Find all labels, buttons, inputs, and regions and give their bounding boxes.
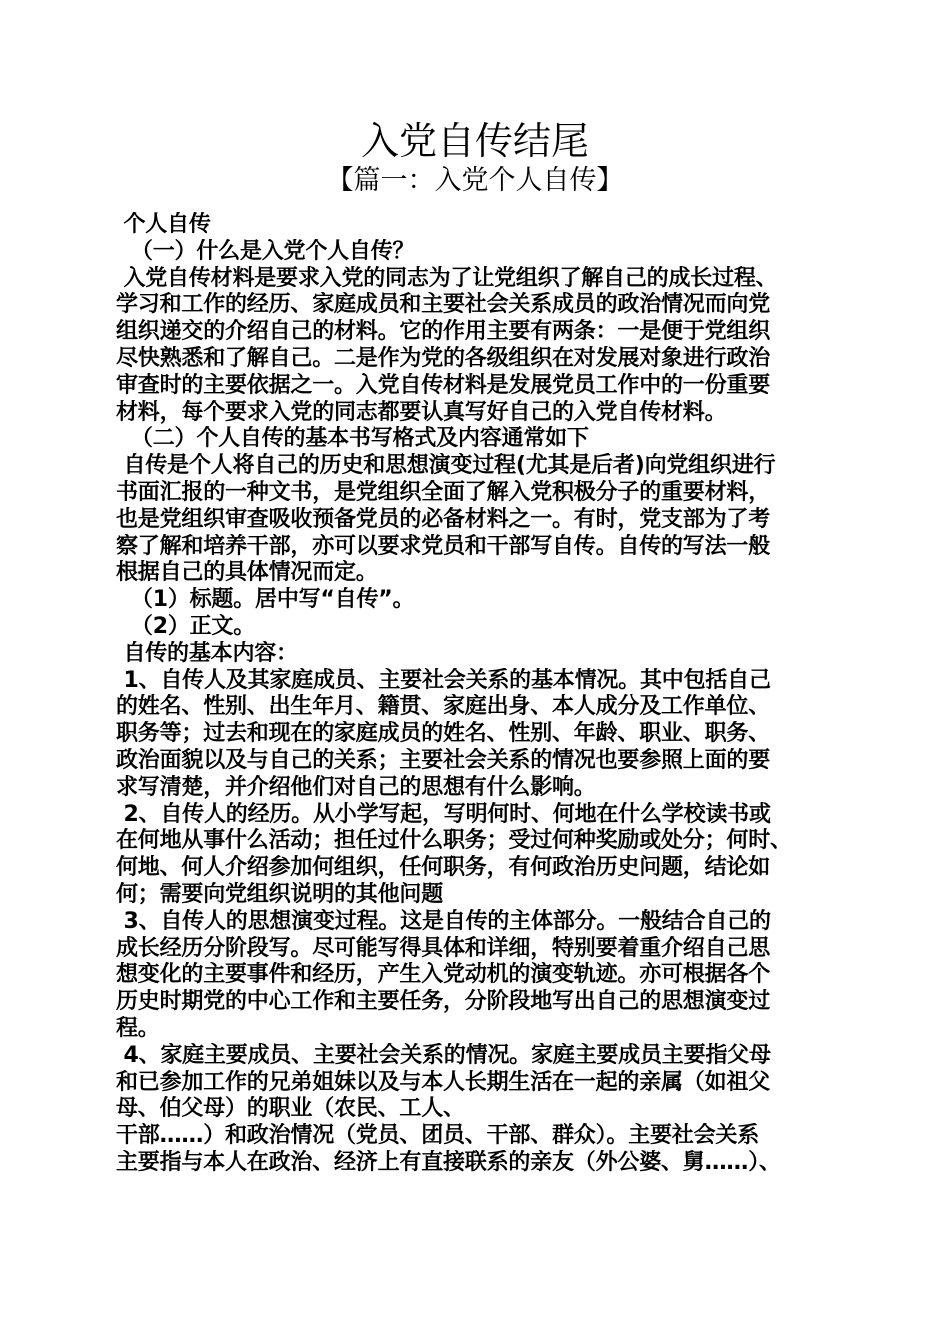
body-line: 母、伯父母）的职业（农民、工人、 [116,1096,465,1122]
body-line: 的姓名、性别、出生年月、籍贯、家庭出身、本人成分及工作单位、 [116,694,771,720]
body-line: 在何地从事什么活动；担任过什么职务；受过何种奖励或处分；何时、 [116,828,792,854]
body-line: 入党自传材料是要求入党的同志为了让党组织了解自己的成长过程、 [116,265,778,291]
body-line: 个人自传 [116,212,211,237]
body-line: 3、自传人的思想演变过程。这是自传的主体部分。一般结合自己的 [116,908,771,934]
body-line: 何；需要向党组织说明的其他问题 [116,881,444,907]
body-line: 2、自传人的经历。从小学写起，写明何时、何地在什么学校读书或 [116,801,771,827]
body-line: 也是党组织审查吸收预备党员的必备材料之一。有时，党支部为了考 [116,506,771,532]
body-line: 书面汇报的一种文书，是党组织全面了解入党积极分子的重要材料， [116,479,771,505]
document-subtitle: 【篇一：入党个人自传】 [326,165,624,196]
body-line: 求写清楚，并介绍他们对自己的思想有什么影响。 [116,774,596,800]
body-line: 成长经历分阶段写。尽可能写得具体和详细，特别要着重介绍自己思 [116,935,771,961]
body-line: 干部……）和政治情况（党员、团员、干部、群众）。主要社会关系 [116,1123,760,1149]
body-line: 材料，每个要求入党的同志都要认真写好自己的入党自传材料。 [116,399,727,425]
body-line: 程。 [116,1015,160,1041]
body-line: 何地、何人介绍参加何组织，任何职务，有何政治历史问题，结论如 [116,855,771,881]
body-line: 学习和工作的经历、家庭成员和主要社会关系成员的政治情况而向党 [116,292,771,318]
body-line: 尽快熟悉和了解自己。二是作为党的各级组织在对发展对象进行政治 [116,345,771,371]
body-line: 4、家庭主要成员、主要社会关系的情况。家庭主要成员主要指父母 [116,1042,771,1068]
body-line: 自传的基本内容： [116,640,298,666]
body-line: 组织递交的介绍自己的材料。它的作用主要有两条：一是便于党组织 [116,319,771,345]
body-line: （1）标题。居中写“自传”。 [116,587,415,613]
body-line: 政治面貌以及与自己的关系；主要社会关系的情况也要参照上面的要 [116,747,771,773]
body-line: 审查时的主要依据之一。入党自传材料是发展党员工作中的一份重要 [116,372,771,398]
body-line: 1、自传人及其家庭成员、主要社会关系的基本情况。其中包括自己 [116,667,771,693]
body-line: 历史时期党的中心工作和主要任务，分阶段地写出自己的思想演变过 [116,989,771,1015]
body-line: （2）正文。 [116,613,256,639]
document-title: 入党自传结尾 [360,119,589,163]
body-line: 和已参加工作的兄弟姐妹以及与本人长期生活在一起的亲属（如祖父 [116,1069,771,1095]
body-line: （二）个人自传的基本书写格式及内容通常如下 [116,426,589,452]
document-body [116,212,846,1177]
body-line: （一）什么是入党个人自传？ [116,238,415,264]
body-line: 自传是个人将自己的历史和思想演变过程(尤其是后者)向党组织进行 [116,453,776,479]
body-line: 想变化的主要事件和经历，产生入党动机的演变轨迹。亦可根据各个 [116,962,771,988]
body-line: 职务等；过去和现在的家庭成员的姓名、性别、年龄、职业、职务、 [116,721,771,747]
body-line: 根据自己的具体情况而定。 [116,560,378,586]
body-line: 察了解和培养干部，亦可以要求党员和干部写自传。自传的写法一般 [116,533,771,559]
body-line: 主要指与本人在政治、经济上有直接联系的亲友（外公婆、舅……）、 [116,1149,781,1175]
